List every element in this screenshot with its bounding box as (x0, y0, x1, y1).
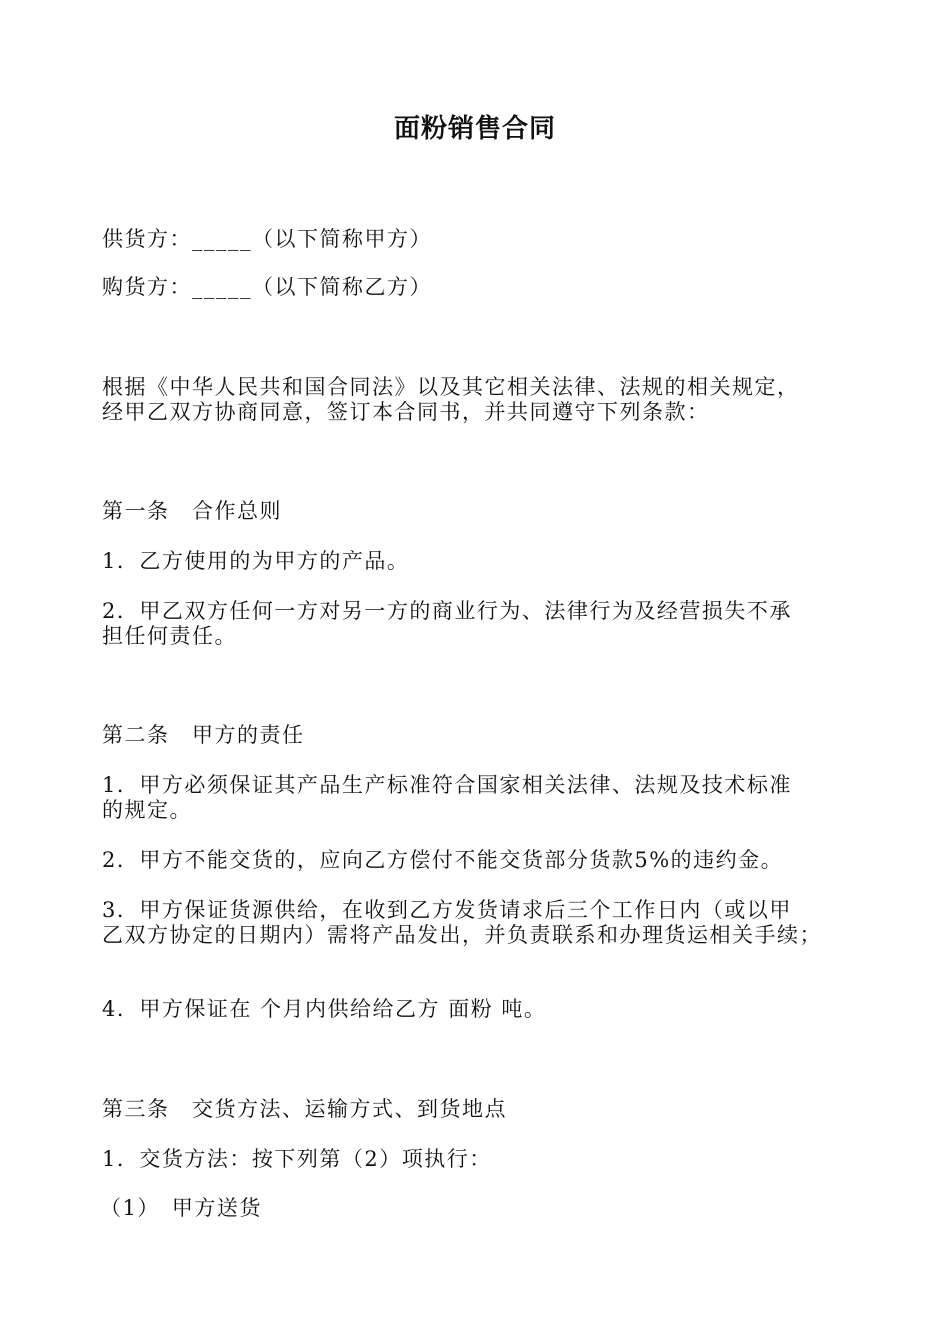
article2-item2: 2．甲方不能交货的，应向乙方偿付不能交货部分货款5%的违约金。 (102, 848, 784, 872)
preamble-line-2: 经甲乙双方协商同意，签订本合同书，并共同遵守下列条款： (102, 400, 710, 424)
article1-item1: 1．乙方使用的为甲方的产品。 (102, 549, 410, 573)
article2-item4: 4．甲方保证在 个月内供给给乙方 面粉 吨。 (102, 997, 547, 1021)
article2-heading: 第二条 甲方的责任 (102, 723, 305, 747)
article2-item3-line1: 3．甲方保证货源供给，在收到乙方发货请求后三个工作日内（或以甲 (102, 898, 792, 922)
article2-item1-line2: 的规定。 (102, 798, 192, 822)
article3-item1: 1．交货方法：按下列第（2）项执行： (102, 1147, 492, 1171)
article3-option1: （1） 甲方送货 (100, 1196, 262, 1220)
article3-heading: 第三条 交货方法、运输方式、到货地点 (102, 1097, 507, 1121)
buyer-line: 购货方：_____（以下简称乙方） (102, 275, 432, 299)
article1-heading: 第一条 合作总则 (102, 499, 282, 523)
document-title: 面粉销售合同 (393, 114, 556, 144)
supplier-line: 供货方：_____（以下简称甲方） (102, 227, 432, 251)
article2-item3-line2: 乙双方协定的日期内）需将产品发出，并负责联系和办理货运相关手续； (102, 923, 822, 947)
article2-item1-line1: 1．甲方必须保证其产品生产标准符合国家相关法律、法规及技术标准 (102, 773, 792, 797)
article1-item2-line2: 担任何责任。 (102, 624, 237, 648)
article1-item2-line1: 2．甲乙双方任何一方对另一方的商业行为、法律行为及经营损失不承 (102, 599, 792, 623)
preamble-line-1: 根据《中华人民共和国合同法》以及其它相关法律、法规的相关规定， (102, 375, 800, 399)
